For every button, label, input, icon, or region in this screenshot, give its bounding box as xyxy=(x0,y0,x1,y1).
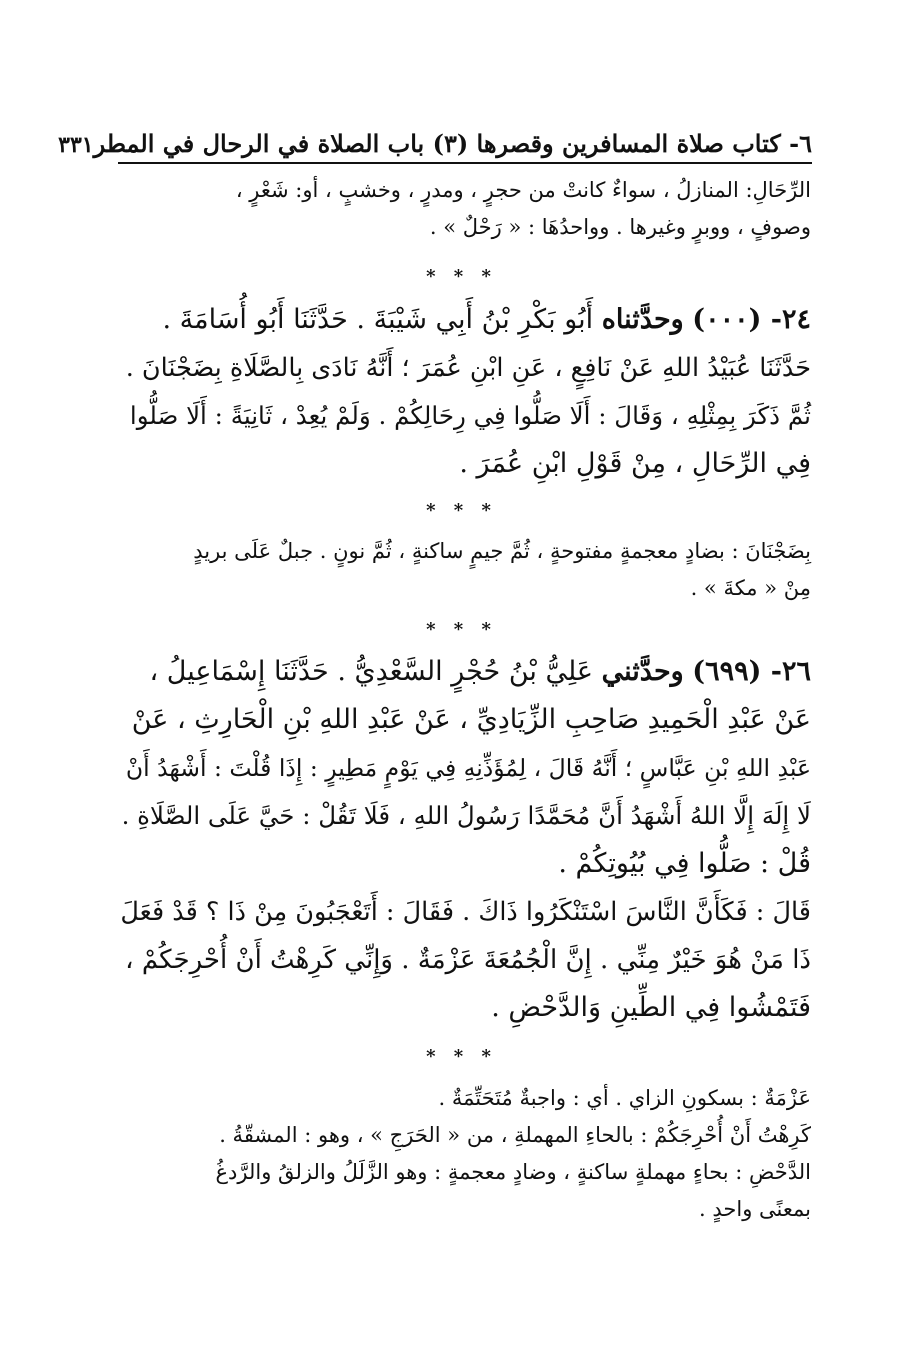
page-number: ٣٣١ xyxy=(58,132,94,158)
hadith-number: ٢٤- (٠٠٠) xyxy=(692,304,811,335)
hadith-line: ثُمَّ ذَكَرَ بِمِثْلِهِ ، وَقَالَ : أَلَا صَلُّوا فِي رِحَالِكُمْ . وَلَمْ يُعِدْ ، ثَانِيَةً : أَلَا صَلُّوا xyxy=(129,401,811,430)
gloss-words xyxy=(119,1080,811,1228)
hadith-text: أَبُو بَكْرِ بْنُ أَبِي شَيْبَةَ . حَدَّثَنَا أَبُو أُسَامَةَ . xyxy=(162,304,594,335)
running-header xyxy=(58,112,812,164)
gloss-line: وصوفٍ ، ووبرٍ وغيرها . وواحدُهَا : « رَحْلٌ » . xyxy=(429,215,811,239)
hadith-line: قَالَ : فَكَأَنَّ النَّاسَ اسْتَنْكَرُوا ذَاكَ . فَقَالَ : أَتَعْجَبُونَ مِنْ ذَا ؟ قَدْ فَعَلَ xyxy=(120,897,811,927)
separator-stars: * * * xyxy=(426,266,497,287)
gloss-line: بمعنًى واحدٍ . xyxy=(699,1197,811,1221)
gloss-line: عَزْمَةٌ : بسكونِ الزاي . أي : واجبةٌ مُتَحَتِّمَةٌ . xyxy=(438,1086,811,1110)
hadith-line: عَبْدِ اللهِ بْنِ عَبَّاسٍ ؛ أَنَّهُ قَالَ ، لِمُؤَذِّنِهِ فِي يَوْمٍ مَطِيرٍ : إِذَا قُلْتَ : أَشْهَدُ أَنْ xyxy=(125,754,811,782)
chapter-title: ٦- كتاب صلاة المسافرين وقصرها (٣) باب الصلاة في الرحال في المطر xyxy=(93,129,812,158)
gloss-line: بِضَجْنَانَ : بضادٍ معجمةٍ مفتوحةٍ ، ثُمَّ جيمٍ ساكنةٍ ، ثُمَّ نونٍ . جبلٌ عَلَى بريدٍ xyxy=(193,539,811,563)
gloss-line: الرِّحَالِ: المنازلُ ، سواءٌ كانتْ من حجرٍ ، ومدرٍ ، وخشبٍ ، أو: شَعْرٍ ، xyxy=(235,178,811,202)
gloss-line: الدَّحْضِ : بحاءٍ مهملةٍ ساكنةٍ ، وضادٍ معجمةٍ : وهو الزَّلَلُ والزلقُ والرَّدغُ xyxy=(215,1160,811,1184)
hadith-line xyxy=(119,296,811,344)
hadith-lead: وحدَّثني xyxy=(601,656,684,687)
hadith-24 xyxy=(119,296,811,488)
hadith-line: حَدَّثَنَا عُبَيْدُ اللهِ عَنْ نَافِعٍ ، عَنِ ابْنِ عُمَرَ ؛ أَنَّهُ نَادَى بِالصَّلَاةِ بِضَجْنَانَ . xyxy=(125,353,811,383)
gloss-line: كَرِهْتُ أَنْ أُحْرِجَكُمْ : بالحاءِ المهملةِ ، من « الحَرَجِ » ، وهو : المشقّةُ . xyxy=(219,1123,811,1147)
gloss-line: مِنْ « مكةَ » . xyxy=(690,576,811,600)
separator-stars: * * * xyxy=(426,1046,497,1067)
hadith-number: ٢٦- (٦٩٩) xyxy=(692,656,811,687)
hadith-line: فَتَمْشُوا فِي الطِّينِ وَالدَّحْضِ . xyxy=(491,992,811,1023)
hadith-line xyxy=(119,648,811,696)
hadith-line: عَنْ عَبْدِ الْحَمِيدِ صَاحِبِ الزِّيَادِيِّ ، عَنْ عَبْدِ اللهِ بْنِ الْحَارِثِ ، عَنْ xyxy=(131,704,811,735)
hadith-line: فِي الرِّحَالِ ، مِنْ قَوْلِ ابْنِ عُمَرَ . xyxy=(459,448,811,479)
hadith-line: قُلْ : صَلُّوا فِي بُيُوتِكُمْ . xyxy=(558,848,811,879)
hadith-lead: وحدَّثناه xyxy=(601,304,684,335)
hadith-26 xyxy=(119,648,811,1032)
hadith-line: لَا إِلَهَ إِلَّا اللهُ أَشْهَدُ أَنَّ مُحَمَّدًا رَسُولُ اللهِ ، فَلَا تَقُلْ : حَيَّ عَلَى الصَّلَاةِ . xyxy=(121,801,811,830)
gloss-dajnan xyxy=(119,533,811,607)
gloss-rihal xyxy=(119,172,811,246)
hadith-text: عَلِيُّ بْنُ حُجْرٍ السَّعْدِيُّ . حَدَّثَنَا إِسْمَاعِيلُ ، xyxy=(149,656,594,687)
hadith-line: ذَا مَنْ هُوَ خَيْرٌ مِنِّي . إِنَّ الْجُمُعَةَ عَزْمَةٌ . وَإِنِّي كَرِهْتُ أَنْ أُحْرِجَكُمْ ، xyxy=(125,945,811,975)
separator-stars: * * * xyxy=(426,500,497,521)
separator-stars: * * * xyxy=(426,619,497,640)
